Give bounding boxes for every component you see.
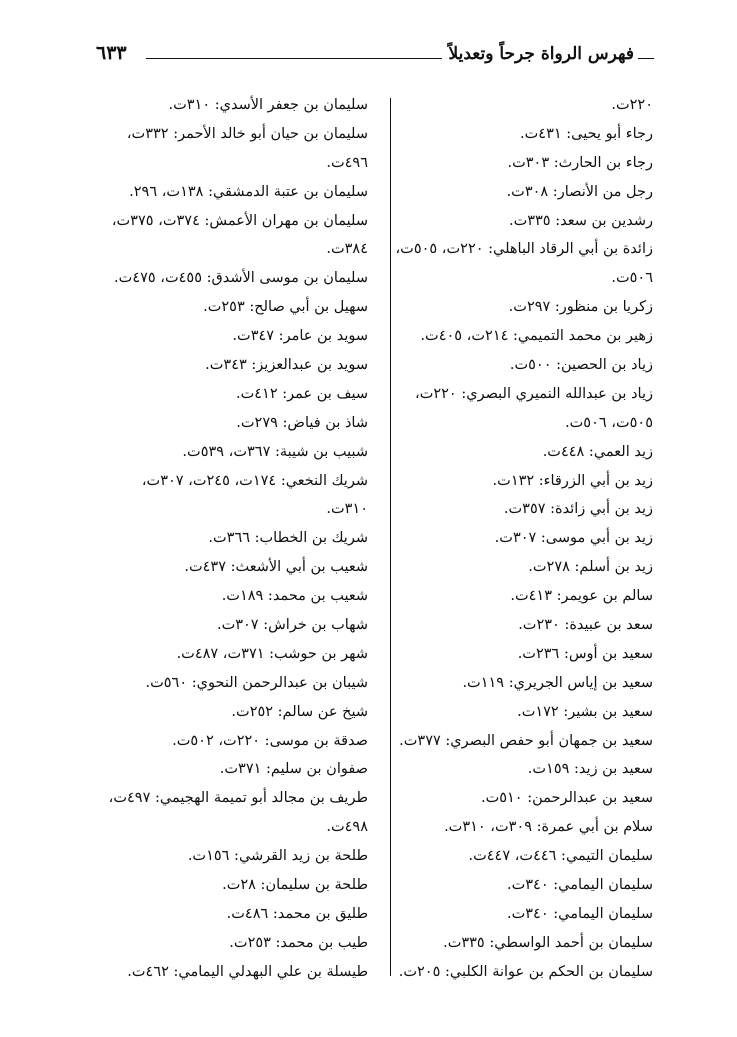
index-entry: رجاء أبو يحيى: ٤٣١ت. xyxy=(520,125,653,142)
index-entry: رشدين بن سعد: ٣٣٥ت. xyxy=(508,212,653,229)
index-entry: سويد بن عامر: ٣٤٧ت. xyxy=(232,328,368,345)
index-entry: طلحة بن سليمان: ٢٨ت. xyxy=(222,877,368,894)
index-entry: سيف بن عمر: ٤١٢ت. xyxy=(236,385,368,402)
index-entry: سليمان بن عتبة الدمشقي: ١٣٨ت، ٢٩٦. xyxy=(129,183,368,200)
index-column-left xyxy=(102,91,368,987)
index-entry: ٥٠٥ت، ٥٠٦ت. xyxy=(565,414,653,431)
index-entry: رجل من الأنصار: ٣٠٨ت. xyxy=(506,183,653,200)
index-entry: زكريا بن منظور: ٢٩٧ت. xyxy=(508,299,653,316)
index-entry: زياد بن عبدالله النميري البصري: ٢٢٠ت، xyxy=(415,385,653,402)
header-rule xyxy=(146,58,442,59)
page-header xyxy=(96,44,654,80)
index-entry: صدقة بن موسى: ٢٢٠ت، ٥٠٢ت. xyxy=(172,732,368,749)
running-title: فهرس الرواة جرحاً وتعديلاً xyxy=(448,44,634,64)
index-entry: زهير بن محمد التميمي: ٢١٤ت، ٤٠٥ت. xyxy=(420,328,653,345)
index-entry: طيسلة بن علي البهدلي اليمامي: ٤٦٢ت. xyxy=(127,963,368,980)
index-entry: سليمان بن جعفر الأسدي: ٣١٠ت. xyxy=(168,97,368,113)
index-entry: ٤٩٨ت. xyxy=(326,819,368,836)
index-entry: سعيد بن عبدالرحمن: ٥١٠ت. xyxy=(480,790,653,807)
index-entry: شبيب بن شيبة: ٣٦٧ت، ٥٣٩ت. xyxy=(182,443,368,460)
index-entry: سعيد بن بشير: ١٧٢ت. xyxy=(517,703,653,720)
page-number: ٦٣٣ xyxy=(96,42,127,64)
index-entry: زيد بن أبي موسى: ٣٠٧ت. xyxy=(494,530,653,547)
index-entry: شهر بن حوشب: ٣٧١ت، ٤٨٧ت. xyxy=(176,645,368,662)
index-entry: رجاء بن الحارث: ٣٠٣ت. xyxy=(507,154,653,171)
index-entry: سويد بن عبدالعزيز: ٣٤٣ت. xyxy=(205,357,368,374)
index-entry: زيد بن أسلم: ٢٧٨ت. xyxy=(528,559,653,576)
index-entry: شريك النخعي: ١٧٤ت، ٢٤٥ت، ٣٠٧ت، xyxy=(141,472,368,489)
index-entry: سليمان اليمامي: ٣٤٠ت. xyxy=(507,905,653,922)
index-entry: شعيب بن أبي الأشعث: ٤٣٧ت. xyxy=(184,559,368,576)
index-entry: شيبان بن عبدالرحمن النحوي: ٥٦٠ت. xyxy=(145,674,368,691)
index-entry: شعيب بن محمد: ١٨٩ت. xyxy=(221,588,368,605)
index-entry: زائدة بن أبي الرقاد الباهلي: ٢٢٠ت، ٥٠٥ت، xyxy=(395,241,653,258)
index-entry: سعيد بن إياس الجريري: ١١٩ت. xyxy=(462,674,653,691)
index-entry: زياد بن الحصين: ٥٠٠ت. xyxy=(509,357,653,374)
index-entry: ٢٢٠ت. xyxy=(611,97,653,113)
index-entry: سليمان التيمي: ٤٤٦ت، ٤٤٧ت. xyxy=(468,848,653,865)
index-entry: طيب بن محمد: ٢٥٣ت. xyxy=(229,934,368,951)
index-entry: سليمان بن أحمد الواسطي: ٣٣٥ت. xyxy=(443,934,653,951)
column-divider xyxy=(390,98,391,976)
index-entry: سعيد بن أوس: ٢٣٦ت. xyxy=(517,645,653,662)
index-entry: سلام بن أبي عمرة: ٣٠٩ت، ٣١٠ت. xyxy=(444,819,653,836)
index-entry: طريف بن مجالد أبو تميمة الهجيمي: ٤٩٧ت، xyxy=(108,790,368,807)
index-entry: زيد العمي: ٤٤٨ت. xyxy=(542,443,653,460)
index-entry: سعيد بن جمهان أبو حفص البصري: ٣٧٧ت. xyxy=(399,732,653,749)
index-entry: شيخ عن سالم: ٢٥٢ت. xyxy=(231,703,368,720)
index-entry: سالم بن عويمر: ٤١٣ت. xyxy=(510,588,653,605)
header-dash xyxy=(638,58,654,59)
index-entry: سليمان اليمامي: ٣٤٠ت. xyxy=(507,877,653,894)
index-entry: سعد بن عبيدة: ٢٣٠ت. xyxy=(518,617,653,634)
index-entry: سعيد بن زيد: ١٥٩ت. xyxy=(527,761,653,778)
index-entry: زيد بن أبي الزرقاء: ١٣٢ت. xyxy=(492,472,653,489)
index-entry: شاذ بن فياض: ٢٧٩ت. xyxy=(236,414,368,431)
index-entry: طليق بن محمد: ٤٨٦ت. xyxy=(226,905,368,922)
index-entry: ٣٨٤ت. xyxy=(326,241,368,258)
index-entry: سليمان بن مهران الأعمش: ٣٧٤ت، ٣٧٥ت، xyxy=(111,212,368,229)
index-entry: شريك بن الخطاب: ٣٦٦ت. xyxy=(208,530,368,547)
index-entry: ٥٠٦ت. xyxy=(611,270,653,287)
index-entry: طلحة بن زيد القرشي: ١٥٦ت. xyxy=(187,848,368,865)
index-entry: سليمان بن حيان أبو خالد الأحمر: ٣٣٢ت، xyxy=(126,125,368,142)
index-column-right xyxy=(395,91,653,987)
index-entry: زيد بن أبي زائدة: ٣٥٧ت. xyxy=(503,501,653,518)
index-entry: صفوان بن سليم: ٣٧١ت. xyxy=(219,761,368,778)
index-entry: شهاب بن خراش: ٣٠٧ت. xyxy=(216,617,368,634)
index-entry: سهيل بن أبي صالح: ٢٥٣ت. xyxy=(203,299,368,316)
index-entry: ٣١٠ت. xyxy=(326,501,368,518)
index-entry: ٤٩٦ت. xyxy=(326,154,368,171)
index-entry: سليمان بن الحكم بن عوانة الكلبي: ٢٠٥ت. xyxy=(398,963,653,980)
index-entry: سليمان بن موسى الأشدق: ٤٥٥ت، ٤٧٥ت. xyxy=(114,270,368,287)
